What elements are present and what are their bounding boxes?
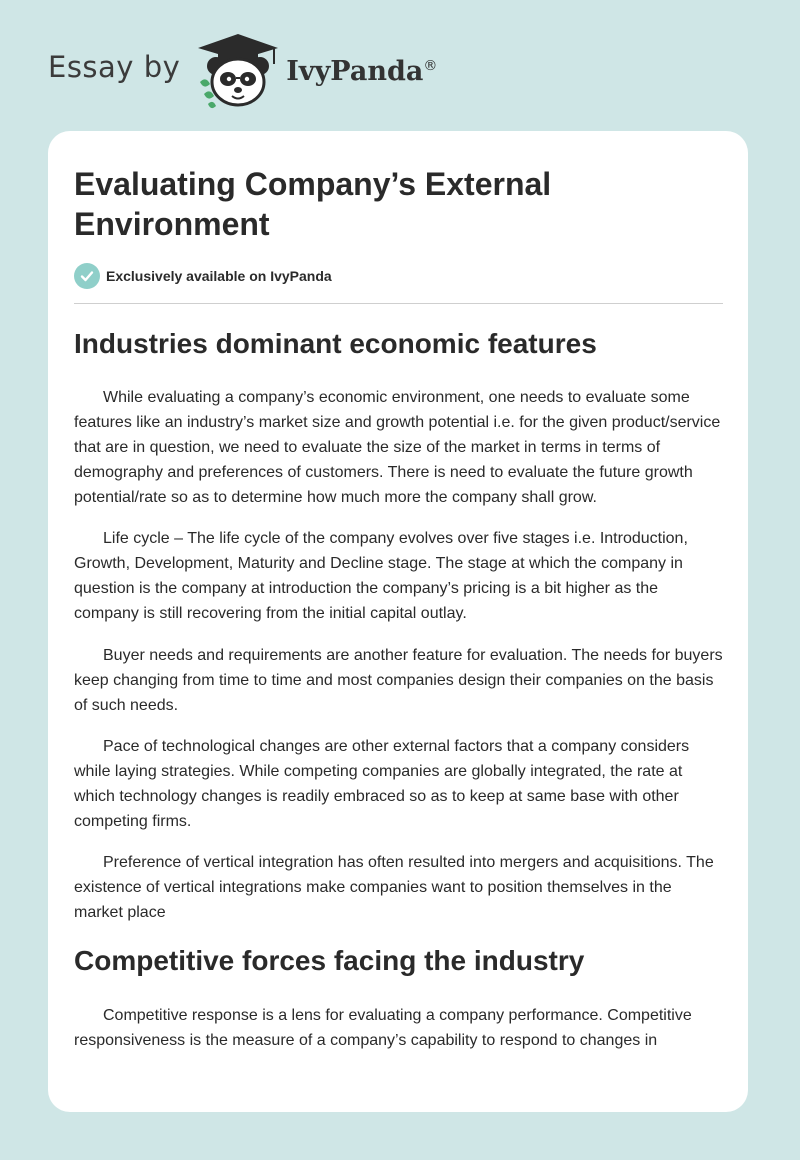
page-title: Evaluating Company’s External Environment (74, 166, 552, 242)
divider (74, 303, 723, 304)
paragraph: Life cycle – The life cycle of the company evolves over five stages i.e. Introduction, Growth, Development, Maturity and Decline stage. The stage at which the company in question is the company at introduction the company’s pricing is a bit higher as the company is still recovering from the initial capital outlay. (74, 530, 688, 622)
registered-mark: ® (423, 57, 438, 74)
essay-card (48, 131, 748, 1112)
section-heading: Competitive forces facing the industry (74, 945, 585, 976)
exclusive-badge (74, 263, 332, 289)
paragraph: Pace of technological changes are other external factors that a company considers while laying strategies. While competing companies are globally integrated, the rate at which technology changes is readily embraced so as to keep at same base with other competing firms. (74, 738, 690, 830)
brand-name: IvyPanda® (286, 55, 438, 87)
paragraph: While evaluating a company’s economic environment, one needs to evaluate some features like an industry’s market size and growth potential i.e. for the given product/service that are in question, we need to evaluate the size of the market in terms in terms of demography and preferences of customers. There is need to evaluate the future growth potential/rate so as to determine how much more the company shall grow. (74, 389, 721, 506)
exclusive-label: Exclusively available on IvyPanda (106, 268, 332, 284)
paragraph: Buyer needs and requirements are another feature for evaluation. The needs for buyers keep changing from time to time and most companies design their companies on the basis of such needs. (74, 647, 723, 714)
paragraph: Preference of vertical integration has often resulted into mergers and acquisitions. The existence of vertical integrations make companies want to position themselves in the market place (74, 854, 714, 921)
site-header (48, 30, 468, 110)
ivypanda-logo-icon[interactable] (194, 30, 282, 110)
section-heading: Industries dominant economic features (74, 328, 597, 359)
check-icon (74, 263, 100, 289)
essay-by-label: Essay by (48, 50, 181, 84)
paragraph: Competitive response is a lens for evaluating a company performance. Competitive responsiveness is the measure of a company’s capability to respond to changes in (74, 1007, 692, 1049)
